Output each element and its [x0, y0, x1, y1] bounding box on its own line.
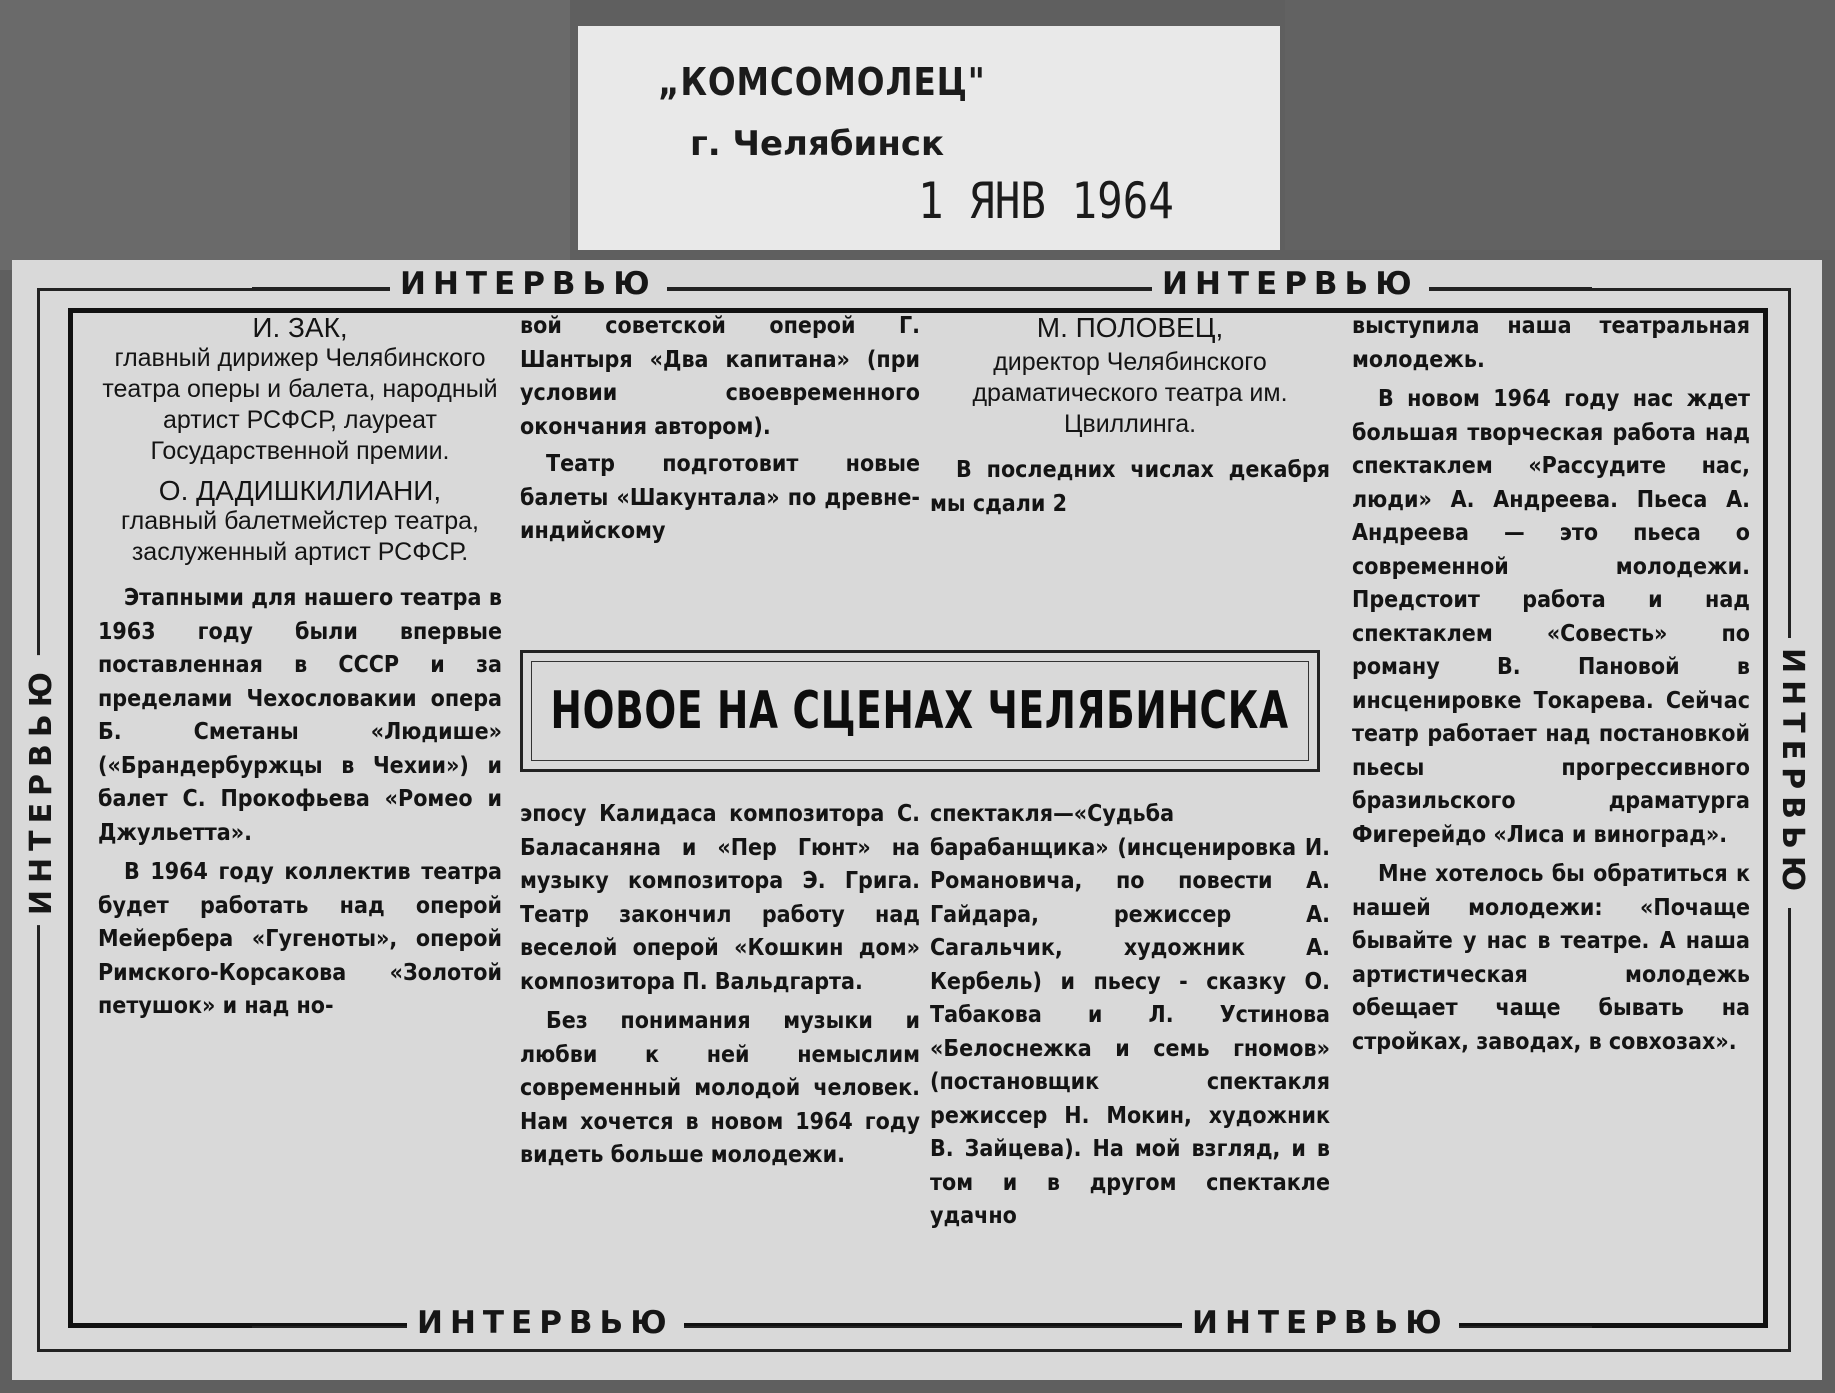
author-name: И. ЗАК, [252, 312, 348, 343]
paragraph: Театр подготовит новые балеты «Шакунтала» по древне-индийскому [520, 451, 920, 544]
column-3-top [930, 312, 1330, 521]
column-1 [98, 312, 502, 1024]
credit-polovets [930, 312, 1330, 440]
column-2-bottom [520, 798, 920, 1173]
background-right [1285, 0, 1835, 250]
paragraph: Этапными для нашего театра в 1963 году были впервые поставленная в СССР и за пределами Чехословакии опера Б. Сметаны «Людише» («Брандербуржцы в Чехии») и балет С. Прокофьева «Ромео и Джульетта». [98, 585, 502, 846]
author-title: главный дирижер Челябинского театра оперы и балета, народный артист РСФСР, лауреат Государственной премии. [102, 344, 498, 465]
column-3-bottom [930, 798, 1330, 1234]
stamp-newspaper-name: „КОМСОМОЛЕЦ" [658, 60, 986, 104]
rubric-bottom-right: ИНТЕРВЬЮ [1182, 1305, 1459, 1341]
column-2-top [520, 310, 920, 549]
paragraph: спектакля—«Судьба барабанщика» (инсценировка И. Романовича, по повести А. Гайдара, режиссер А. Сагальчик, художник А. Кербель) и пьесу - сказку О. Табакова и Л. Устинова «Белоснежка и семь гномов» (постановщик спектакля режиссер Н. Мокин, художник В. Зайцева). На мой взгляд, и в том и в другом спектакле удачно [930, 801, 1330, 1229]
article-text [930, 454, 1330, 521]
article-text [98, 582, 502, 1024]
headline-box [520, 650, 1320, 772]
headline: НОВОЕ НА СЦЕНАХ ЧЕЛЯБИНСКА [550, 681, 1290, 741]
paragraph: выступила наша театральная молодежь. [1352, 313, 1750, 373]
rubric-top-right: ИНТЕРВЬЮ [1152, 266, 1429, 302]
rubric-top-left: ИНТЕРВЬЮ [390, 266, 667, 302]
paragraph: В 1964 году коллектив театра будет работать над оперой Мейербера «Гугеноты», оперой Римского-Корсакова «Золотой петушок» и над но- [98, 859, 502, 1019]
author-name: О. ДАДИШКИЛИАНИ, [158, 475, 442, 506]
paragraph: Без понимания музыки и любви к ней немыслим современный молодой человек. Нам хочется в новом 1964 году видеть больше молодежи. [520, 1008, 920, 1168]
paragraph: Мне хотелось бы обратиться к нашей молодежи: «Почаще бывайте у нас в театре. А наша артистическая молодежь обещает чаще бывать на стройках, заводах, в совхозах». [1352, 861, 1750, 1055]
author-name: М. ПОЛОВЕЦ, [1036, 312, 1224, 343]
credit-zak [98, 312, 502, 467]
paragraph: вой советской оперой Г. Шантыря «Два капитана» (при условии своевременного окончания автором). [520, 313, 920, 440]
paragraph: В новом 1964 году нас ждет большая творческая работа над спектаклем «Рассудите нас, люди» А. Андреева. Пьеса А. Андреева — это пьеса о современной молодежи. Предстоит работа и над спектаклем «Совесть» по роману В. Пановой в инсценировке Токарева. Сейчас театр работает над постановкой пьесы прогрессивного бразильского драматурга Фигерейдо «Лиса и виноград». [1352, 386, 1750, 848]
stamp-date: 1 ЯНВ 1964 [918, 172, 1174, 230]
rubric-left: ИНТЕРВЬЮ [24, 655, 59, 925]
paragraph: эпосу Калидаса композитора С. Баласаняна и «Пер Гюнт» на музыку композитора Э. Грига. Театр закончил работу над веселой оперой «Кошкин дом» композитора П. Вальдгарта. [520, 801, 920, 995]
background-left [0, 0, 570, 270]
stamp-city: г. Челябинск [690, 124, 945, 164]
rubric-right: ИНТЕРВЬЮ [1775, 638, 1810, 908]
credit-dadishkiliani [98, 475, 502, 568]
newspaper-clipping [12, 260, 1822, 1380]
paragraph: В последних числах декабря мы сдали 2 [930, 457, 1330, 517]
newspaper-stamp [578, 26, 1280, 250]
author-title: директор Челябинского драматического театра им. Цвиллинга. [972, 348, 1288, 438]
author-title: главный балетмейстер театра, заслуженный артист РСФСР. [121, 507, 479, 566]
column-4 [1352, 310, 1750, 1059]
rubric-bottom-left: ИНТЕРВЬЮ [407, 1305, 684, 1341]
